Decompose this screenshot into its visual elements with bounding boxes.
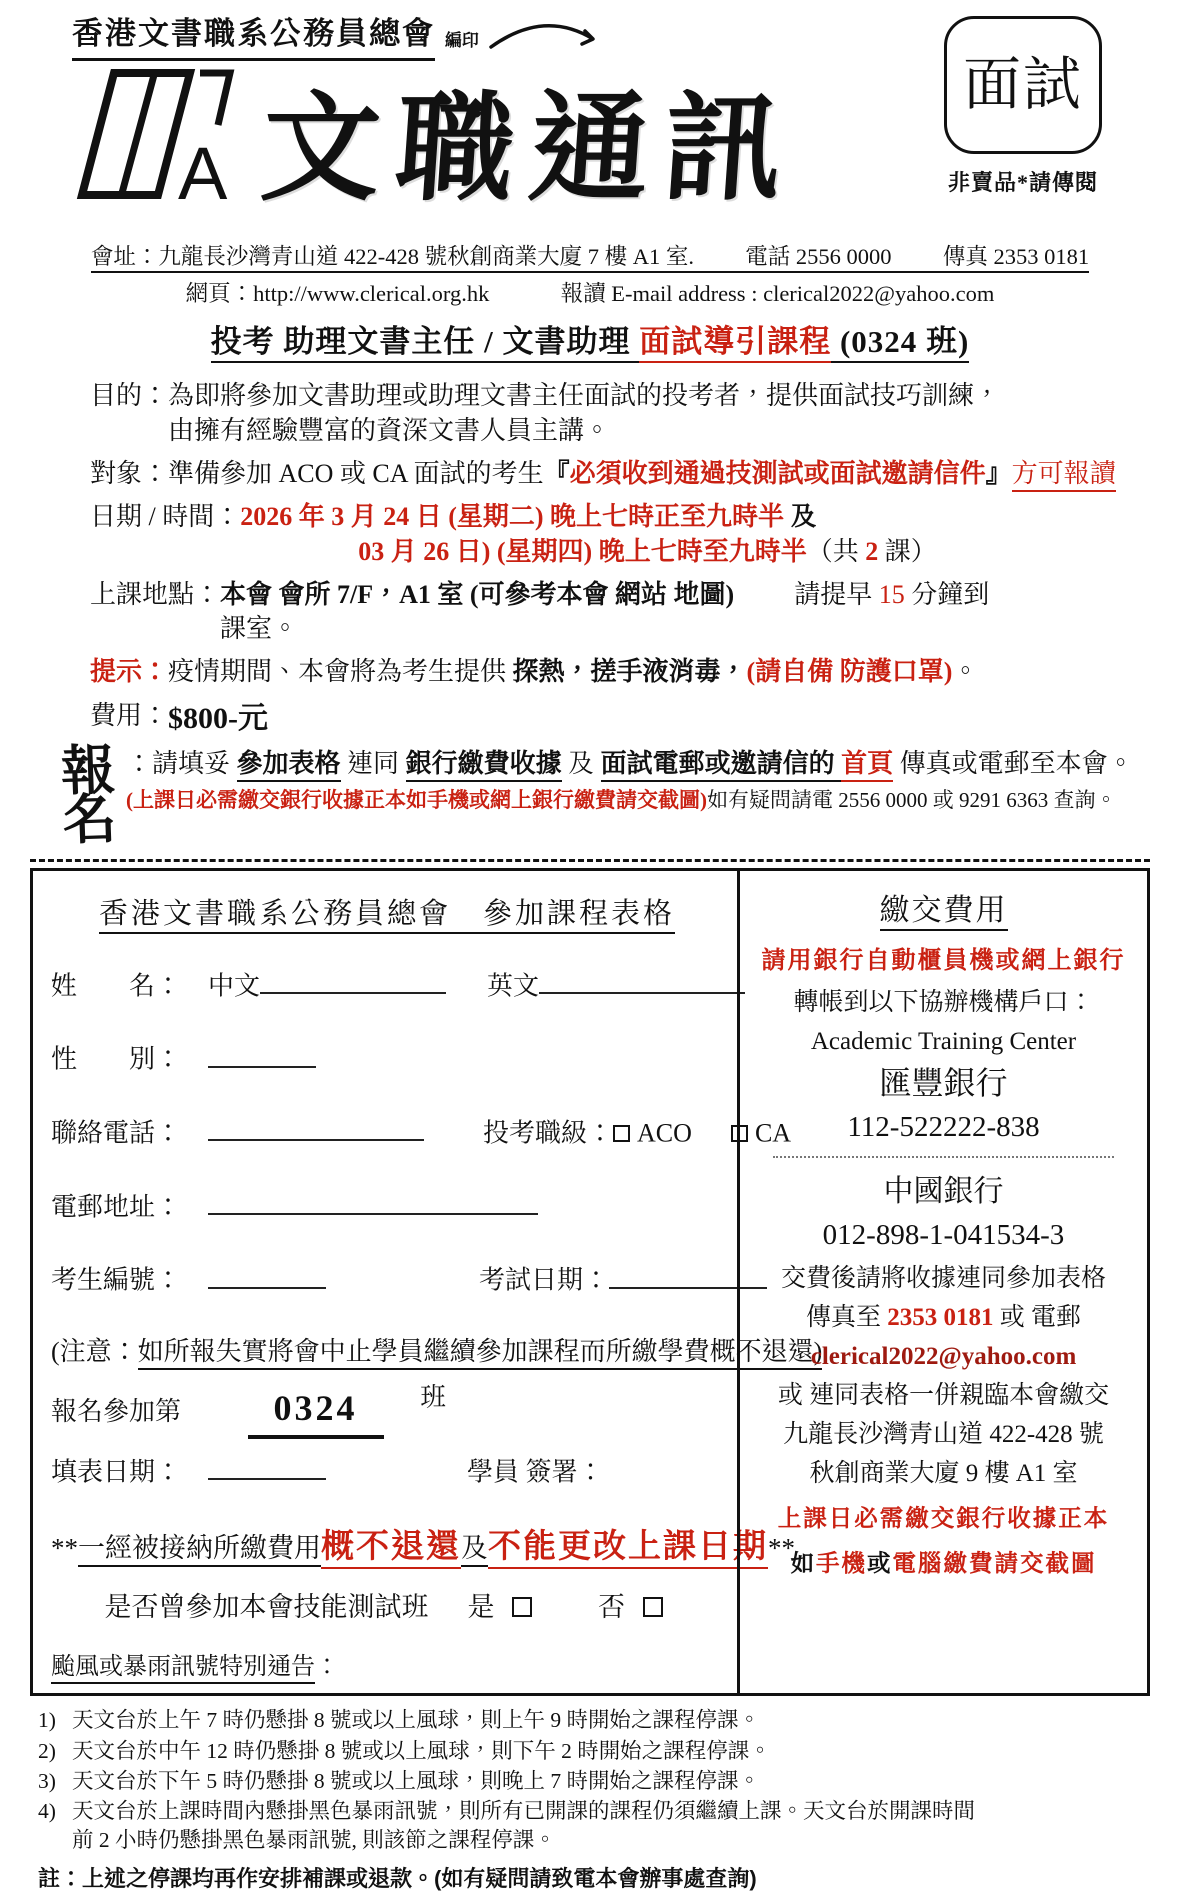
warning-red1: 概不退還 — [321, 1529, 461, 1569]
fax-post: 或 電郵 — [993, 1304, 1082, 1332]
grade-aco-label: ACO — [637, 1118, 692, 1148]
fill-date-label: 填表日期： — [51, 1457, 182, 1486]
fax-pre: 傳真至 — [805, 1304, 888, 1332]
signup-text2: 連同 — [340, 749, 406, 779]
skill-test-question: 是否曾參加本會技能測試班 — [104, 1591, 429, 1622]
warning-star-right: ** — [768, 1533, 795, 1564]
bank-boc: 中國銀行 — [883, 1175, 1004, 1209]
edit-print-label: 編印 — [445, 31, 479, 51]
payment-address-line1: 九龍長沙灣青山道 422-428 號 — [783, 1421, 1104, 1449]
candidate-no-field[interactable] — [208, 1261, 326, 1288]
signup-firstpage-red: 首頁 — [841, 749, 893, 782]
form-left-column — [33, 871, 823, 1694]
swoosh-arrow-icon — [489, 17, 599, 59]
note-number: 1) — [38, 1708, 56, 1733]
phone-row — [51, 1114, 792, 1151]
total-close: 課） — [878, 536, 937, 566]
warning-black: 一經被接納所繳費用 — [78, 1533, 321, 1567]
form-title: 香港文書職系公務員總會 參加課程表格 — [51, 895, 723, 933]
yes-label: 是 — [467, 1591, 495, 1622]
email-label: 報讀 E-mail address : — [560, 280, 764, 306]
email-field[interactable] — [208, 1188, 538, 1215]
gender-field[interactable] — [208, 1040, 316, 1067]
signup-colon: ： — [126, 749, 153, 779]
fax-number-red: 2353 0181 — [887, 1304, 994, 1332]
purpose-line2: 由擁有經驗豐富的資深文書人員主講。 — [168, 415, 611, 445]
target-entry — [90, 457, 1130, 491]
payment-inperson-line: 或 連同表格一併親臨本會繳交 — [777, 1382, 1110, 1410]
signup-entry — [60, 740, 1134, 851]
payment-transfer-line: 轉帳到以下協辦機構戶口： — [793, 988, 1094, 1016]
candidate-no-label: 考生編號： — [51, 1265, 182, 1295]
email-field-label: 電郵地址： — [51, 1191, 182, 1221]
note2-red1: 手機 — [816, 1551, 867, 1578]
early-post: 分鐘到 — [904, 579, 990, 609]
dashed-divider — [30, 859, 1150, 862]
hint-bold: 探熱，搓手液消毒， — [512, 657, 747, 687]
typhoon-notes — [30, 1706, 1150, 1893]
warning-line — [51, 1526, 795, 1570]
payment-address-line2: 秋創商業大廈 9 樓 A1 室 — [809, 1460, 1078, 1488]
datetime-entry — [90, 500, 1130, 569]
typhoon-colon: ： — [315, 1653, 339, 1681]
target-text: 準備參加 ACO 或 CA 面試的考生 — [168, 458, 544, 488]
typhoon-header: 颱風或暴雨訊號特別通告： — [51, 1651, 723, 1683]
note-item-4 — [38, 1797, 1150, 1825]
warning-star-left: ** — [51, 1533, 78, 1564]
purpose-entry — [90, 379, 1130, 448]
signup-text1: 請填妥 — [152, 749, 237, 779]
email-row — [51, 1188, 723, 1225]
early-pre: 請提早 — [794, 579, 879, 609]
early-minutes: 15 — [878, 579, 905, 609]
name-cn-label: 中文 — [208, 971, 261, 1001]
payment-org-en: Academic Training Center — [810, 1027, 1077, 1055]
note-text: 天文台於下午 5 時仍懸掛 8 號或以上風球，則晚上 7 時開始之課程停課。 — [72, 1768, 761, 1793]
name-en-field[interactable] — [539, 967, 745, 994]
notes-footer: 註：上述之停課均再作安排補課或退款。(如有疑問請致電本會辦事處查詢) — [38, 1866, 757, 1892]
note-text: 天文台於中午 12 時仍懸掛 8 號或以上風球，則下午 2 時開始之課程停課。 — [72, 1738, 771, 1763]
course-title — [30, 322, 1150, 363]
target-red: 必須收到通過技測試或面試邀請信件 — [569, 458, 986, 488]
note-item-4-cont: 前 2 小時仍懸掛黑色暴雨訊號, 則該節之課程停課。 — [72, 1827, 556, 1852]
hsbc-account-number: 112-522222-838 — [847, 1111, 1040, 1144]
fax-text: 傳真 2353 0181 — [942, 244, 1090, 269]
exam-date-label: 考試日期： — [479, 1265, 610, 1295]
fee-value: $800-元 — [168, 701, 269, 735]
logo-letter-a: A — [178, 131, 228, 209]
application-form-box — [30, 868, 1150, 1697]
hint-red: (請自備 防護口罩) — [746, 657, 953, 687]
grade-label: 投考職級： — [483, 1118, 614, 1148]
payment-red-instruction: 請用銀行自動櫃員機或網上銀行 — [761, 948, 1126, 975]
hint-text: 疫情期間、本會將為考生提供 — [168, 657, 513, 687]
note-number: 2) — [38, 1738, 56, 1763]
note-item-2 — [38, 1737, 1150, 1765]
signup-text4: 傳真或電郵至本會。 — [893, 749, 1134, 779]
phone-label: 聯絡電話： — [51, 1118, 182, 1148]
class-suffix: 班 — [420, 1383, 447, 1413]
signup-text3: 及 — [561, 749, 601, 779]
header-right — [928, 16, 1118, 197]
datetime-session1: 2026 年 3 月 24 日 (星期二) 晚上七時正至九時半 — [240, 502, 785, 532]
phone-text: 電話 2556 0000 — [745, 244, 892, 269]
association-logo — [72, 67, 244, 209]
purpose-label: 目的： — [90, 381, 169, 411]
signup-invite-ref: 面試電郵或邀請信的 — [601, 749, 842, 782]
total-count: 2 — [865, 536, 879, 566]
dotted-divider — [773, 1156, 1114, 1158]
signup-note-red: (上課日必需繳交銀行收據正本如手機或網上銀行繳費請交截圖) — [126, 787, 707, 812]
class-number: 0324 — [248, 1385, 384, 1439]
org-name: 香港文書職系公務員總會 — [72, 14, 435, 61]
venue-text: 本會 會所 7/F，A1 室 (可參考本會 網站 地圖) — [220, 579, 735, 609]
no-label: 否 — [598, 1591, 626, 1622]
payment-red-note1: 上課日必需繳交銀行收據正本 — [777, 1506, 1110, 1533]
hint-entry — [90, 655, 1130, 689]
course-title-suffix: (0324 班) — [831, 324, 969, 363]
warning-and: 及 — [461, 1533, 488, 1567]
note-text: 天文台於上課時間內懸掛黑色暴雨訊號，則所有已開課的課程仍須繼續上課。天文台於開課時間 — [72, 1799, 976, 1824]
fee-label: 費用： — [90, 700, 169, 730]
grade-ca-label: CA — [754, 1118, 792, 1148]
signup-label: 報名 — [60, 740, 122, 851]
note2-red2: 電腦繳費請交截圖 — [892, 1551, 1097, 1578]
note-item-1 — [38, 1706, 1150, 1734]
course-title-red: 面試導引課程 — [639, 324, 831, 363]
target-label: 對象： — [90, 458, 169, 488]
warning-red2: 不能更改上課日期 — [488, 1529, 768, 1569]
yes-checkbox[interactable] — [512, 1597, 532, 1617]
candidate-row — [51, 1261, 723, 1298]
hint-end: 。 — [952, 657, 979, 687]
quote-open: 『 — [543, 458, 570, 488]
payment-column — [737, 871, 1147, 1694]
phone-field[interactable] — [208, 1114, 424, 1141]
notice-row — [51, 1335, 823, 1369]
name-en-label: 英文 — [487, 971, 540, 1001]
aco-checkbox[interactable] — [613, 1125, 630, 1142]
datetime-and: 及 — [784, 502, 817, 532]
class-row — [51, 1385, 723, 1439]
note2-pre: 如 — [790, 1551, 816, 1578]
venue-line2: 課室。 — [220, 614, 299, 644]
datetime-session2: 03 月 26 日) (星期四) 晚上七時至九時半 — [358, 536, 807, 566]
fill-date-field[interactable] — [208, 1453, 326, 1480]
payment-email[interactable]: clerical2022@yahoo.com — [810, 1343, 1077, 1371]
signup-note-black: 如有疑問請電 2556 0000 或 9291 6363 查詢。 — [706, 787, 1117, 812]
signature-label: 學員 簽署： — [467, 1457, 604, 1486]
class-label: 報名參加第 — [51, 1397, 182, 1427]
datetime-label: 日期 / 時間： — [90, 502, 241, 532]
newsletter-title-calligraphy: 文職通訊 — [257, 83, 803, 215]
signup-form-ref: 參加表格 — [237, 749, 341, 782]
name-label: 姓 名： — [51, 971, 182, 1001]
gender-label: 性 別： — [51, 1044, 182, 1074]
note-text: 天文台於上午 7 時仍懸掛 8 號或以上風球，則上午 9 時開始之課程停課。 — [72, 1708, 761, 1733]
badge-note: 非賣品*請傳閱 — [947, 170, 1098, 195]
note2-mid: 或 — [867, 1551, 893, 1578]
notice-text: 如所報失實將會中止學員繼續參加課程而所繳學費概不退還) — [138, 1337, 823, 1370]
address-text: 會址：九龍長沙灣青山道 422-428 號秋創商業大廈 7 樓 A1 室. — [90, 244, 695, 269]
payment-red-note2 — [750, 1549, 1137, 1580]
email-link[interactable]: clerical2022@yahoo.com — [763, 280, 995, 306]
skill-test-row — [51, 1590, 723, 1626]
course-title-prefix: 投考 助理文書主任 / 文書助理 — [211, 324, 640, 363]
hint-label: 提示： — [90, 657, 169, 687]
no-checkbox[interactable] — [643, 1597, 663, 1617]
note-number: 3) — [38, 1768, 56, 1793]
header — [30, 14, 1150, 240]
fill-date-row — [51, 1453, 723, 1490]
name-row — [51, 967, 723, 1004]
signup-receipt-ref: 銀行繳費收據 — [406, 749, 562, 782]
target-red-underlined: 方可報讀 — [1012, 459, 1116, 492]
body-text — [30, 379, 1150, 851]
payment-fax-line — [750, 1301, 1137, 1334]
website-link[interactable]: http://www.clerical.org.hk — [253, 280, 490, 306]
payment-title: 繳交費用 — [750, 891, 1137, 931]
web-label: 網頁： — [185, 280, 254, 306]
gender-row — [51, 1040, 723, 1077]
interview-badge: 面試 — [944, 16, 1102, 154]
venue-entry — [90, 578, 1130, 647]
bank-hsbc: 匯豐銀行 — [879, 1064, 1008, 1101]
note-item-3 — [38, 1767, 1150, 1795]
address-line — [30, 242, 1150, 272]
note-number: 4) — [38, 1799, 56, 1824]
quote-close: 』 — [985, 458, 1012, 488]
web-line — [30, 279, 1150, 309]
purpose-line1: 為即將參加文書助理或助理文書主任面試的投考者，提供面試技巧訓練， — [168, 381, 1001, 411]
payment-receipt-line: 交費後請將收據連同參加表格 — [780, 1265, 1106, 1293]
fee-entry — [90, 699, 1130, 739]
venue-label: 上課地點： — [90, 579, 221, 609]
total-open: （共 — [806, 536, 866, 566]
boc-account-number: 012-898-1-041534-3 — [822, 1218, 1065, 1251]
notice-open: (注意： — [51, 1336, 138, 1366]
name-cn-field[interactable] — [260, 967, 446, 994]
